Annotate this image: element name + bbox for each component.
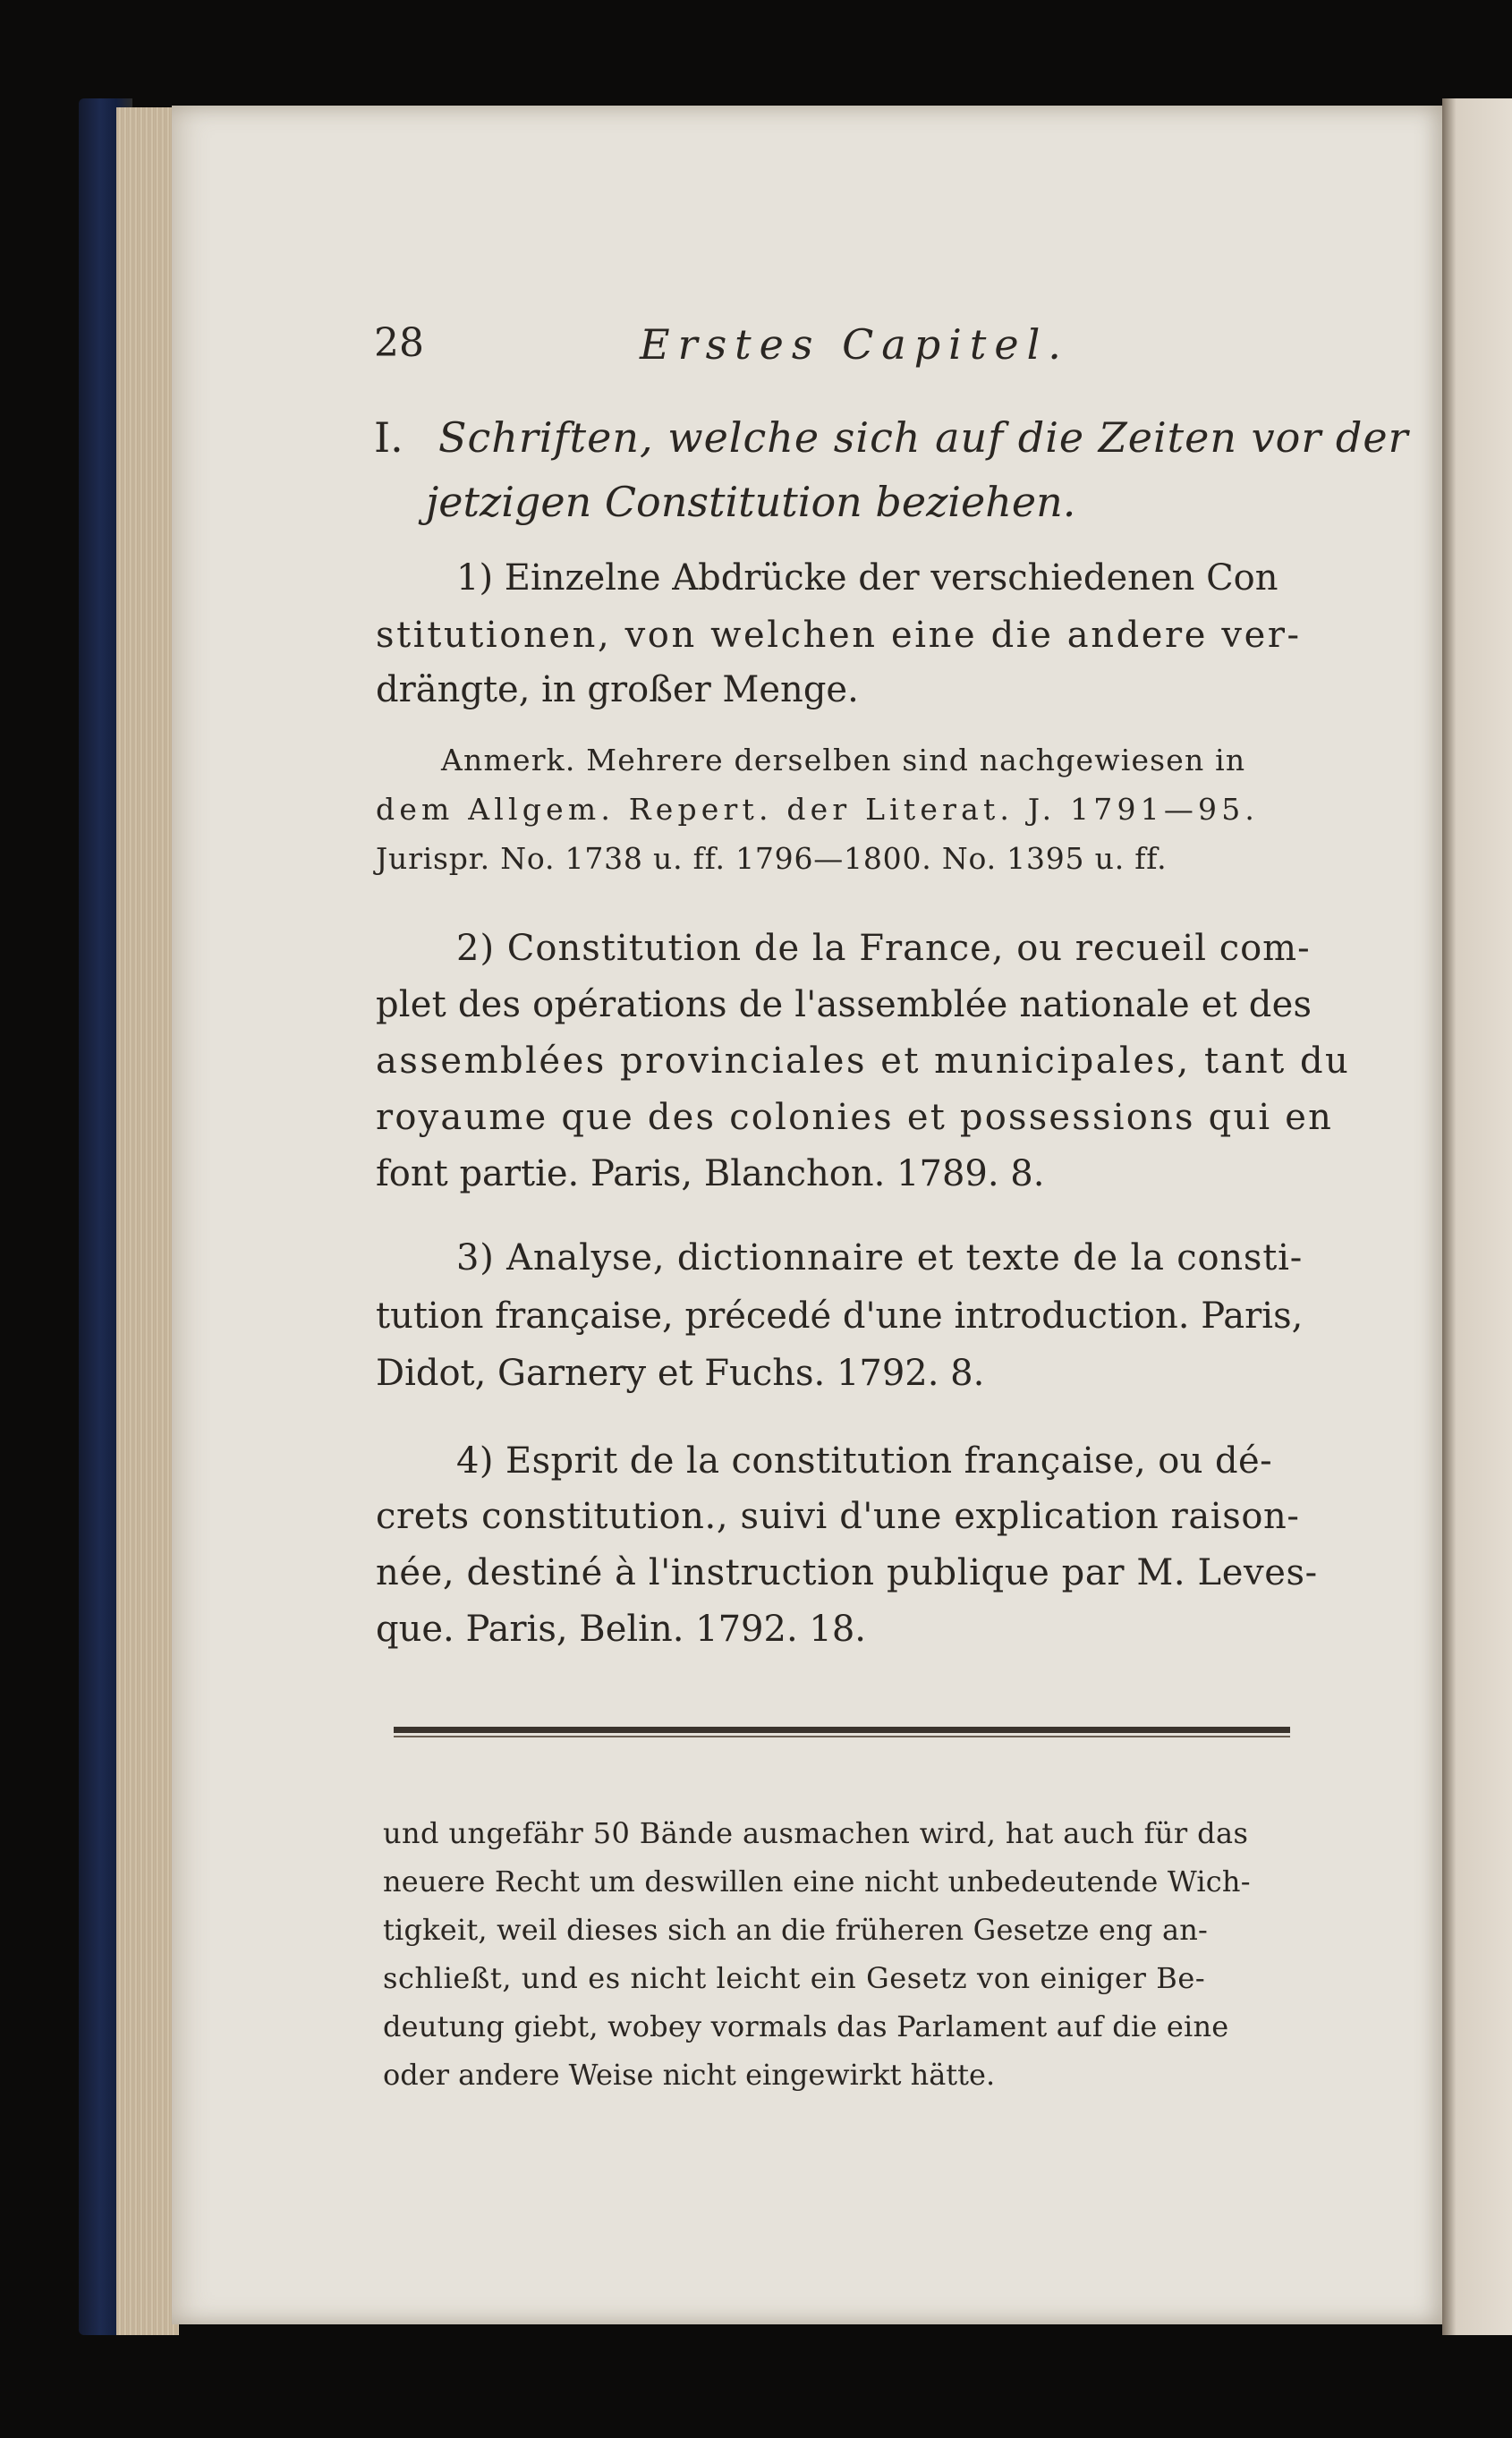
section-number: I. bbox=[374, 413, 403, 462]
entry-4-line-4: que. Paris, Belin. 1792. 18. bbox=[376, 1609, 866, 1650]
footnote-line-2: neuere Recht um deswillen eine nicht unbedeutende Wich- bbox=[383, 1865, 1251, 1899]
facing-page-edge bbox=[1442, 98, 1512, 2335]
section-title-line-1: Schriften, welche sich auf die Zeiten vor der bbox=[438, 413, 1409, 462]
entry-2-line-5: font partie. Paris, Blanchon. 1789. 8. bbox=[376, 1153, 1045, 1194]
note-line-1: Anmerk. Mehrere derselben sind nachgewiesen in bbox=[441, 743, 1246, 777]
entry-2-line-4: royaume que des colonies et possessions qui en bbox=[376, 1097, 1334, 1138]
page-edges bbox=[116, 107, 179, 2335]
footnote-rule bbox=[394, 1727, 1290, 1733]
entry-3-line-2: tution française, précedé d'une introduction. Paris, bbox=[376, 1295, 1304, 1337]
footnote-line-3: tigkeit, weil dieses sich an die früheren Gesetze eng an- bbox=[383, 1913, 1209, 1947]
entry-3-line-3: Didot, Garnery et Fuchs. 1792. 8. bbox=[376, 1353, 985, 1394]
entry-1-line-1: 1) Einzelne Abdrücke der verschiedenen Con bbox=[456, 557, 1278, 599]
entry-2-line-3: assemblées provinciales et municipales, tant du bbox=[376, 1041, 1351, 1082]
footnote-line-1: und ungefähr 50 Bände ausmachen wird, hat auch für das bbox=[383, 1816, 1249, 1850]
page-number: 28 bbox=[374, 320, 424, 366]
footnote-line-6: oder andere Weise nicht eingewirkt hätte. bbox=[383, 2058, 996, 2092]
entry-4-line-2: crets constitution., suivi d'une explication raison- bbox=[376, 1496, 1300, 1537]
entry-2-line-2: plet des opérations de l'assemblée nationale et des bbox=[376, 984, 1312, 1025]
footnote-line-5: deutung giebt, wobey vormals das Parlament auf die eine bbox=[383, 2009, 1229, 2043]
running-title: Erstes Capitel. bbox=[640, 320, 1069, 369]
entry-4-line-3: née, destiné à l'instruction publique par M. Leves- bbox=[376, 1552, 1318, 1593]
footnote-line-4: schließt, und es nicht leicht ein Gesetz von einiger Be- bbox=[383, 1961, 1206, 1995]
entry-3-line-1: 3) Analyse, dictionnaire et texte de la consti- bbox=[456, 1237, 1304, 1278]
note-line-2: dem Allgem. Repert. der Literat. J. 1791—95. bbox=[376, 792, 1260, 827]
entry-1-line-2: stitutionen, von welchen eine die andere ver- bbox=[376, 615, 1302, 656]
footnote-rule-thin bbox=[394, 1736, 1290, 1737]
entry-1-line-3: drängte, in großer Menge. bbox=[376, 669, 859, 710]
note-line-3: Jurispr. No. 1738 u. ff. 1796—1800. No. 1395 u. ff. bbox=[376, 841, 1168, 876]
entry-2-line-1: 2) Constitution de la France, ou recueil com- bbox=[456, 928, 1311, 969]
entry-4-line-1: 4) Esprit de la constitution française, ou dé- bbox=[456, 1440, 1273, 1482]
section-title-line-2: jetzigen Constitution beziehen. bbox=[426, 478, 1076, 526]
